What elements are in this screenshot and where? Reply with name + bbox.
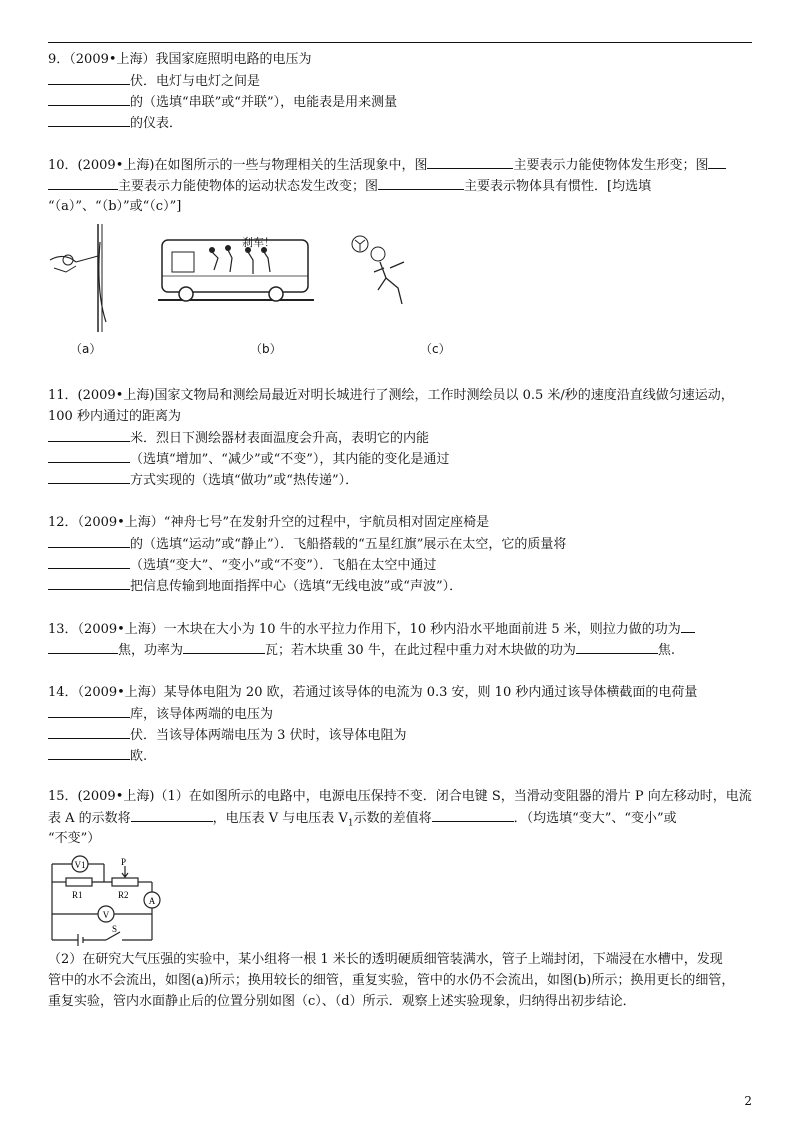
bus-brake-sign: 刹车！ bbox=[242, 236, 275, 249]
circuit-label-p: P bbox=[121, 857, 127, 867]
q9-line1 bbox=[48, 50, 312, 70]
answer-blank[interactable] bbox=[48, 725, 130, 739]
q12-line4: 把信息传输到地面指挥中心（选填“无线电波”或“声波”）． bbox=[48, 576, 462, 597]
answer-blank[interactable] bbox=[48, 449, 130, 463]
caption-b: （b） bbox=[250, 342, 282, 356]
circuit-label-s: S bbox=[112, 924, 118, 934]
q11-line4: （选填“增加”、“减少”或“不变”），其内能的变化是通过 bbox=[48, 449, 449, 470]
circuit-label-r2: R2 bbox=[118, 890, 129, 900]
answer-blank[interactable] bbox=[576, 640, 658, 654]
top-rule bbox=[48, 42, 752, 43]
q13-line1: 13．（2009•上海）一木块在大小为 10 牛的水平拉力作用下，10 秒内沿水平地面前进 5 米，则拉力做的功为 bbox=[48, 619, 695, 640]
q11-line1: 11．(2009•上海)国家文物局和测绘局最近对明长城进行了测绘，工作时测绘员以 0.5 米/秒的速度沿直线做匀速运动， bbox=[48, 388, 734, 403]
q12-line3: （选填“变大”、“变小”或“不变”）．飞船在太空中通过 bbox=[48, 555, 436, 576]
figure-a-bent-pole bbox=[46, 222, 126, 334]
q10-line1: 10．(2009•上海)在如图所示的一些与物理相关的生活现象中，图 主要表示力能使物体发生形变；图 bbox=[48, 155, 726, 176]
circuit-label-v1: V1 bbox=[74, 860, 86, 870]
figure-c-heading-ball bbox=[350, 232, 420, 308]
answer-blank[interactable] bbox=[48, 640, 118, 654]
answer-blank[interactable] bbox=[48, 113, 130, 127]
q15-part2-line3: 重复实验，管内水面静止后的位置分别如图（c）、（d）所示．观察上述实验现象，归纳得出初步结论． bbox=[48, 994, 636, 1009]
answer-blank[interactable] bbox=[48, 71, 130, 85]
circuit-label-a: A bbox=[148, 896, 156, 906]
q11-line3: 米．烈日下测绘器材表面温度会升高，表明它的内能 bbox=[48, 428, 429, 449]
answer-blank[interactable] bbox=[681, 619, 695, 633]
answer-blank[interactable] bbox=[48, 470, 130, 484]
q15-line2: 表 A 的示数将 ，电压表 V 与电压表 $V_1$示数的差值将 ．（均选填“变大”、“变小”或 bbox=[48, 808, 677, 834]
q9-line4: 的仪表． bbox=[48, 113, 182, 134]
figure-b-bus bbox=[156, 228, 316, 310]
answer-blank[interactable] bbox=[432, 808, 514, 822]
q12-line2: 的（选填“运动”或“静止”）．飞船搭载的“五星红旗”展示在太空，它的质量将 bbox=[48, 534, 566, 555]
answer-blank[interactable] bbox=[378, 176, 464, 190]
caption-a: （a） bbox=[70, 342, 102, 356]
q10-line3: “（a）”、“（b）”或“（c）”] bbox=[48, 199, 182, 214]
q14-line4: 欧. bbox=[48, 746, 147, 767]
q9-text: 9．（2009•上海）我国家庭照明电路的电压为 bbox=[48, 52, 312, 67]
answer-blank[interactable] bbox=[48, 555, 130, 569]
q14-line2: 库，该导体两端的电压为 bbox=[48, 704, 273, 725]
q15-part2-line1: （2）在研究大气压强的实验中，某小组将一根 1 米长的透明硬质细管装满水，管子上端封闭，下端浸在水槽中，发现 bbox=[48, 952, 723, 967]
q15-line1: 15．(2009•上海)（1）在如图所示的电路中，电源电压保持不变．闭合电键 S，当滑动变阻器的滑片 P 向左移动时，电流 bbox=[48, 789, 752, 804]
q14-line3: 伏．当该导体两端电压为 3 伏时，该导体电阻为 bbox=[48, 725, 407, 746]
circuit-diagram bbox=[46, 852, 178, 946]
answer-blank[interactable] bbox=[708, 155, 726, 169]
q15-part2-line2: 管中的水不会流出，如图(a)所示；换用较长的细管，重复实验，管中的水仍不会流出，如图(b)所示；换用更长的细管， bbox=[48, 973, 735, 988]
q15-line3: “不变”） bbox=[48, 831, 101, 846]
answer-blank[interactable] bbox=[48, 704, 130, 718]
q9-line2: 伏．电灯与电灯之间是 bbox=[48, 71, 260, 92]
answer-blank[interactable] bbox=[131, 808, 213, 822]
answer-blank[interactable] bbox=[48, 428, 130, 442]
q10-line2: 主要表示力能使物体的运动状态发生改变；图 主要表示物体具有惯性．[均选填 bbox=[48, 176, 651, 197]
page-number: 2 bbox=[744, 1094, 752, 1108]
answer-blank[interactable] bbox=[48, 176, 118, 190]
q11-line5: 方式实现的（选填“做功”或“热传递”）． bbox=[48, 470, 358, 491]
circuit-label-r1: R1 bbox=[72, 890, 83, 900]
answer-blank[interactable] bbox=[48, 92, 130, 106]
answer-blank[interactable] bbox=[48, 576, 130, 590]
caption-c: （c） bbox=[420, 342, 451, 356]
circuit-label-v: V bbox=[102, 910, 110, 920]
q12-line1: 12．（2009•上海）“神舟七号”在发射升空的过程中，宇航员相对固定座椅是 bbox=[48, 515, 490, 530]
q11-line2: 100 秒内通过的距离为 bbox=[48, 409, 181, 424]
answer-blank[interactable] bbox=[48, 746, 130, 760]
q9-line3: 的（选填“串联”或“并联”），电能表是用来测量 bbox=[48, 92, 397, 113]
answer-blank[interactable] bbox=[48, 534, 130, 548]
q14-line1: 14．（2009•上海）某导体电阻为 20 欧，若通过该导体的电流为 0.3 安，则 10 秒内通过该导体横截面的电荷量 bbox=[48, 685, 698, 700]
answer-blank[interactable] bbox=[427, 155, 513, 169]
answer-blank[interactable] bbox=[183, 640, 265, 654]
q13-line2: 焦，功率为 瓦；若木块重 30 牛，在此过程中重力对木块做的功为 焦. bbox=[48, 640, 675, 661]
